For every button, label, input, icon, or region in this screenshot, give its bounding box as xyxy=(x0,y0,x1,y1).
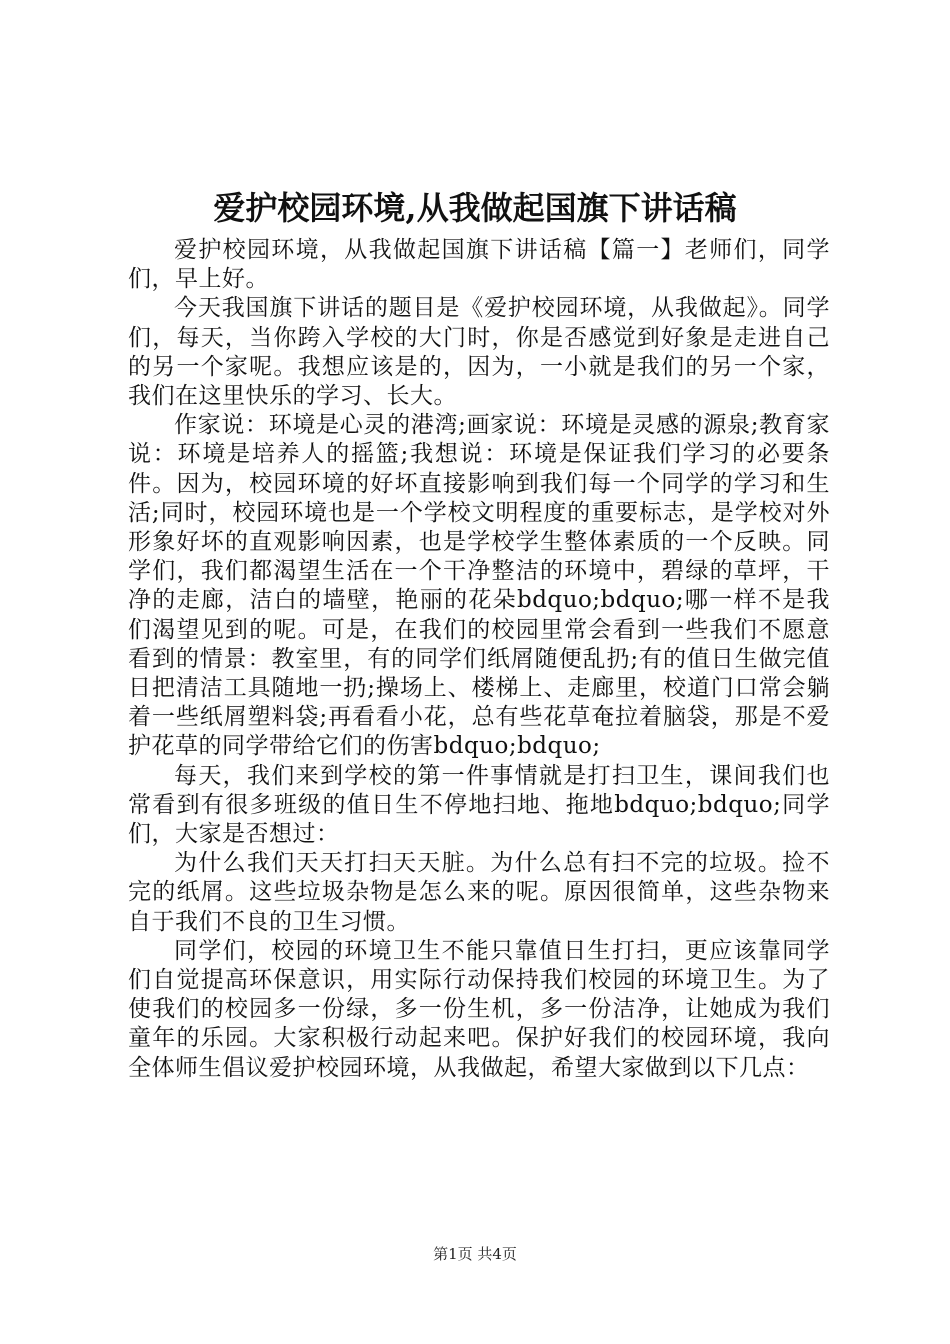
document-body xyxy=(128,236,830,1083)
paragraph: 作家说：环境是心灵的港湾;画家说：环境是灵感的源泉;教育家说：环境是培养人的摇篮;我想说：环境是保证我们学习的必要条件。因为，校园环境的好坏直接影响到我们每一个同学的学习和生活;同时，校园环境也是一个学校文明程度的重要标志，是学校对外形象好坏的直观影响因素，也是学校学生整体素质的一个反映。同学们，我们都渴望生活在一个干净整洁的环境中，碧绿的草坪，干净的走廊，洁白的墙壁，艳丽的花朵bdquo;bdquo;哪一样不是我们渴望见到的呢。可是，在我们的校园里常会看到一些我们不愿意看到的情景：教室里，有的同学们纸屑随便乱扔;有的值日生做完值日把清洁工具随地一扔;操场上、楼梯上、走廊里，校道门口常会躺着一些纸屑塑料袋;再看看小花，总有些花草奄拉着脑袋，那是不爱护花草的同学带给它们的伤害bdquo;bdquo; xyxy=(128,412,830,760)
paragraph: 爱护校园环境，从我做起国旗下讲话稿【篇一】老师们，同学们，早上好。 xyxy=(128,237,830,293)
paragraph: 每天，我们来到学校的第一件事情就是打扫卫生，课间我们也常看到有很多班级的值日生不停地扫地、拖地bdquo;bdquo;同学们，大家是否想过： xyxy=(128,762,830,848)
paragraph: 今天我国旗下讲话的题目是《爱护校园环境，从我做起》。同学们，每天，当你跨入学校的大门时，你是否感觉到好象是走进自己的另一个家呢。我想应该是的，因为，一小就是我们的另一个家，我们在这里快乐的学习、长大。 xyxy=(128,295,830,410)
paragraph: 同学们，校园的环境卫生不能只靠值日生打扫，更应该靠同学们自觉提高环保意识，用实际行动保持我们校园的环境卫生。为了使我们的校园多一份绿，多一份生机，多一份洁净，让她成为我们童年的乐园。大家积极行动起来吧。保护好我们的校园环境，我向全体师生倡议爱护校园环境，从我做起，希望大家做到以下几点： xyxy=(128,937,830,1081)
page-number-footer: 第1页 共4页 xyxy=(433,1245,517,1263)
document-title: 爱护校园环境,从我做起国旗下讲话稿 xyxy=(213,189,737,227)
paragraph: 为什么我们天天打扫天天脏。为什么总有扫不完的垃圾。捡不完的纸屑。这些垃圾杂物是怎么来的呢。原因很简单，这些杂物来自于我们不良的卫生习惯。 xyxy=(128,850,830,935)
